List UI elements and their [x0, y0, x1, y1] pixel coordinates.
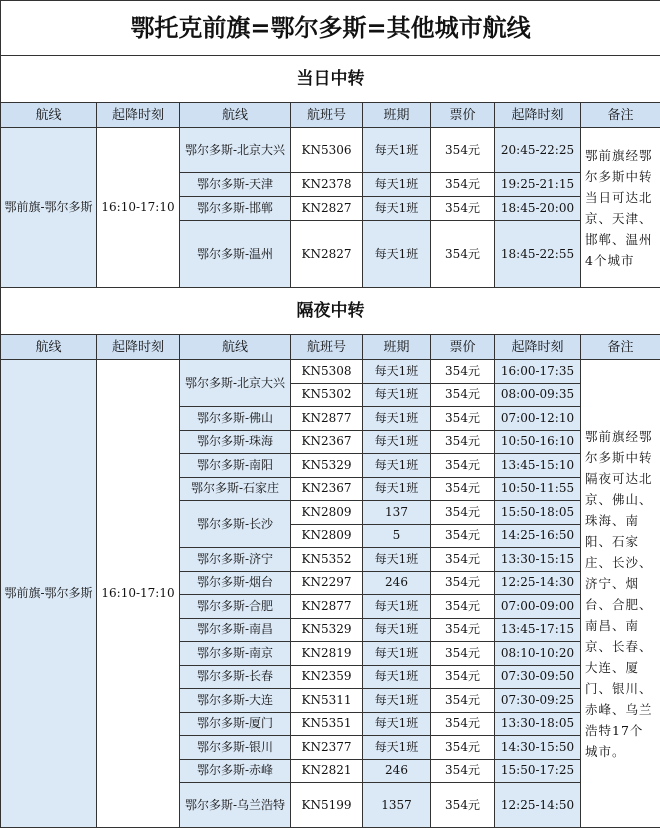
origin-route: 鄂前旗-鄂尔多斯: [1, 360, 97, 828]
route-cell: 鄂尔多斯-天津: [180, 173, 291, 197]
section-title: 隔夜中转: [1, 288, 660, 335]
schedule-cell: 每天1班: [363, 430, 431, 454]
schedule-cell: 246: [363, 571, 431, 595]
time-cell: 14:25-16:50: [495, 524, 581, 548]
schedule-cell: 每天1班: [363, 360, 431, 384]
route-cell: 鄂尔多斯-南阳: [180, 454, 291, 478]
price-cell: 354元: [431, 430, 495, 454]
route-cell: 鄂尔多斯-珠海: [180, 430, 291, 454]
route-cell: 鄂尔多斯-北京大兴: [180, 360, 291, 407]
schedule-cell: 137: [363, 501, 431, 525]
time-cell: 15:50-18:05: [495, 501, 581, 525]
schedule-cell: 每天1班: [363, 197, 431, 221]
schedule-cell: 每天1班: [363, 407, 431, 431]
price-cell: 354元: [431, 665, 495, 689]
flight-number: KN2819: [291, 642, 363, 666]
route-cell: 鄂尔多斯-乌兰浩特: [180, 783, 291, 828]
flight-number: KN5302: [291, 383, 363, 407]
column-header: 备注: [581, 103, 660, 128]
schedule-cell: 每天1班: [363, 221, 431, 288]
route-cell: 鄂尔多斯-大连: [180, 689, 291, 713]
column-header: 班期: [363, 335, 431, 360]
origin-time: 16:10-17:10: [97, 360, 180, 828]
route-cell: 鄂尔多斯-温州: [180, 221, 291, 288]
price-cell: 354元: [431, 571, 495, 595]
price-cell: 354元: [431, 360, 495, 384]
column-header: 航线: [180, 103, 291, 128]
time-cell: 14:30-15:50: [495, 736, 581, 760]
schedule-cell: 每天1班: [363, 712, 431, 736]
column-header: 起降时刻: [97, 335, 180, 360]
section-row: [1, 56, 660, 103]
flight-number: KN2877: [291, 407, 363, 431]
time-cell: 18:45-20:00: [495, 197, 581, 221]
route-cell: 鄂尔多斯-长沙: [180, 501, 291, 548]
column-header: 航班号: [291, 335, 363, 360]
flight-number: KN2297: [291, 571, 363, 595]
time-cell: 10:50-11:55: [495, 477, 581, 501]
table-row: [1, 360, 660, 384]
flight-number: KN2827: [291, 197, 363, 221]
flight-number: KN5352: [291, 548, 363, 572]
flight-number: KN5199: [291, 783, 363, 828]
route-cell: 鄂尔多斯-南京: [180, 642, 291, 666]
price-cell: 354元: [431, 618, 495, 642]
schedule-cell: 每天1班: [363, 383, 431, 407]
note-cell: 鄂前旗经鄂尔多斯中转当日可达北京、天津、邯郸、温州4个城市: [581, 128, 660, 288]
column-header: 备注: [581, 335, 660, 360]
time-cell: 19:25-21:15: [495, 173, 581, 197]
header-row: [1, 103, 660, 128]
route-cell: 鄂尔多斯-银川: [180, 736, 291, 760]
price-cell: 354元: [431, 595, 495, 619]
column-header: 班期: [363, 103, 431, 128]
schedule-cell: 每天1班: [363, 642, 431, 666]
schedule-cell: 每天1班: [363, 689, 431, 713]
price-cell: 354元: [431, 712, 495, 736]
time-cell: 07:30-09:25: [495, 689, 581, 713]
price-cell: 354元: [431, 407, 495, 431]
price-cell: 354元: [431, 454, 495, 478]
time-cell: 12:25-14:50: [495, 783, 581, 828]
flight-number: KN2877: [291, 595, 363, 619]
route-cell: 鄂尔多斯-合肥: [180, 595, 291, 619]
price-cell: 354元: [431, 128, 495, 173]
column-header: 航线: [180, 335, 291, 360]
time-cell: 13:30-15:15: [495, 548, 581, 572]
price-cell: 354元: [431, 689, 495, 713]
price-cell: 354元: [431, 173, 495, 197]
route-cell: 鄂尔多斯-济宁: [180, 548, 291, 572]
time-cell: 08:00-09:35: [495, 383, 581, 407]
flight-number: KN2809: [291, 524, 363, 548]
flight-number: KN5306: [291, 128, 363, 173]
time-cell: 07:00-12:10: [495, 407, 581, 431]
route-cell: 鄂尔多斯-北京大兴: [180, 128, 291, 173]
schedule-cell: 每天1班: [363, 128, 431, 173]
schedule-cell: 每天1班: [363, 173, 431, 197]
column-header: 航线: [1, 335, 97, 360]
flight-number: KN5329: [291, 618, 363, 642]
time-cell: 13:30-18:05: [495, 712, 581, 736]
column-header: 票价: [431, 103, 495, 128]
price-cell: 354元: [431, 783, 495, 828]
time-cell: 07:30-09:50: [495, 665, 581, 689]
price-cell: 354元: [431, 524, 495, 548]
column-header: 航线: [1, 103, 97, 128]
origin-route: 鄂前旗-鄂尔多斯: [1, 128, 97, 288]
page-title: 鄂托克前旗=鄂尔多斯=其他城市航线: [1, 1, 660, 56]
column-header: 起降时刻: [495, 103, 581, 128]
price-cell: 354元: [431, 197, 495, 221]
column-header: 起降时刻: [97, 103, 180, 128]
flight-number: KN2378: [291, 173, 363, 197]
time-cell: 08:10-10:20: [495, 642, 581, 666]
column-header: 航班号: [291, 103, 363, 128]
flight-number: KN2367: [291, 477, 363, 501]
schedule-cell: 每天1班: [363, 736, 431, 760]
table-row: [1, 128, 660, 173]
time-cell: 13:45-17:15: [495, 618, 581, 642]
flight-number: KN5329: [291, 454, 363, 478]
price-cell: 354元: [431, 642, 495, 666]
route-cell: 鄂尔多斯-南昌: [180, 618, 291, 642]
route-cell: 鄂尔多斯-佛山: [180, 407, 291, 431]
route-cell: 鄂尔多斯-长春: [180, 665, 291, 689]
note-cell: 鄂前旗经鄂尔多斯中转隔夜可达北京、佛山、珠海、南阳、石家庄、长沙、济宁、烟台、合肥、南昌、南京、长春、大连、厦门、银川、赤峰、乌兰浩特17个城市。: [581, 360, 660, 828]
schedule-cell: 每天1班: [363, 454, 431, 478]
schedule-cell: 每天1班: [363, 595, 431, 619]
flight-number: KN2367: [291, 430, 363, 454]
flight-number: KN5311: [291, 689, 363, 713]
time-cell: 15:50-17:25: [495, 759, 581, 783]
flight-number: KN2821: [291, 759, 363, 783]
section-title: 当日中转: [1, 56, 660, 103]
schedule-cell: 每天1班: [363, 665, 431, 689]
schedule-cell: 246: [363, 759, 431, 783]
route-cell: 鄂尔多斯-厦门: [180, 712, 291, 736]
route-cell: 鄂尔多斯-邯郸: [180, 197, 291, 221]
time-cell: 20:45-22:25: [495, 128, 581, 173]
flight-number: KN5351: [291, 712, 363, 736]
flight-number: KN2809: [291, 501, 363, 525]
flight-number: KN2359: [291, 665, 363, 689]
time-cell: 07:00-09:00: [495, 595, 581, 619]
time-cell: 10:50-16:10: [495, 430, 581, 454]
flight-number: KN2377: [291, 736, 363, 760]
schedule-cell: 每天1班: [363, 618, 431, 642]
origin-time: 16:10-17:10: [97, 128, 180, 288]
price-cell: 354元: [431, 477, 495, 501]
route-cell: 鄂尔多斯-石家庄: [180, 477, 291, 501]
time-cell: 18:45-22:55: [495, 221, 581, 288]
price-cell: 354元: [431, 383, 495, 407]
schedule-cell: 1357: [363, 783, 431, 828]
flight-number: KN5308: [291, 360, 363, 384]
route-cell: 鄂尔多斯-赤峰: [180, 759, 291, 783]
header-row: [1, 335, 660, 360]
column-header: 票价: [431, 335, 495, 360]
price-cell: 354元: [431, 221, 495, 288]
price-cell: 354元: [431, 759, 495, 783]
flight-number: KN2827: [291, 221, 363, 288]
schedule-cell: 5: [363, 524, 431, 548]
route-cell: 鄂尔多斯-烟台: [180, 571, 291, 595]
time-cell: 12:25-14:30: [495, 571, 581, 595]
price-cell: 354元: [431, 736, 495, 760]
column-header: 起降时刻: [495, 335, 581, 360]
price-cell: 354元: [431, 548, 495, 572]
price-cell: 354元: [431, 501, 495, 525]
schedule-cell: 每天1班: [363, 477, 431, 501]
section-row: [1, 288, 660, 335]
time-cell: 13:45-15:10: [495, 454, 581, 478]
schedule-cell: 每天1班: [363, 548, 431, 572]
time-cell: 16:00-17:35: [495, 360, 581, 384]
